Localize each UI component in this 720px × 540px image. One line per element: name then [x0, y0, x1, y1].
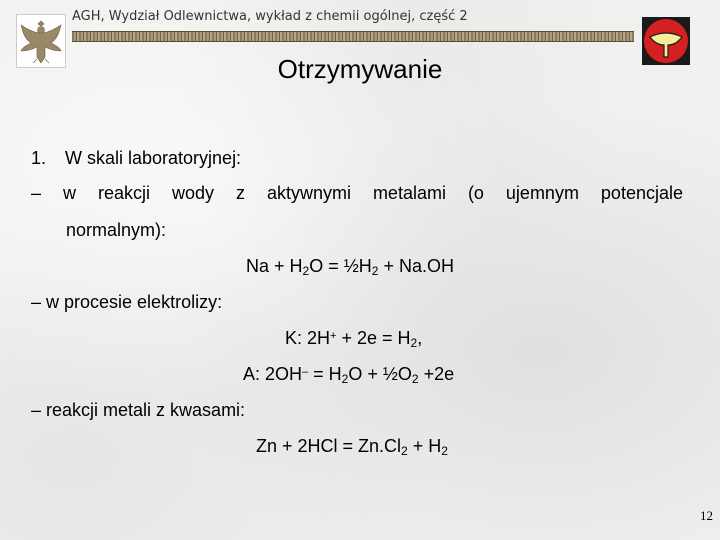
page-title: Otrzymywanie: [277, 54, 443, 84]
line-metals: [31, 183, 683, 204]
header-divider: [72, 31, 634, 42]
list-item-laboratory: [31, 148, 241, 169]
line-metals-continuation: normalnym):: [66, 220, 167, 240]
line-metals-text: w reakcji wody z aktywnymi metalami (o ujemnym potencjale: [63, 183, 683, 203]
page-number: 12: [700, 508, 713, 523]
equation-zinc: $Zn + 2HCl = Zn.Cl_2 + H_2$: [256, 436, 448, 458]
equation-cathode: K: $2H^+ + 2e = H_2$,: [285, 328, 423, 350]
header-title: AGH, Wydział Odlewnictwa, wykład z chemii ogólnej, część 2: [72, 9, 468, 24]
line-electrolysis: – w procesie elektrolizy:: [31, 292, 223, 312]
dash: –: [31, 183, 42, 203]
list-number: 1.: [31, 148, 47, 168]
line-acids: – reakcji metali z kwasami:: [31, 400, 246, 420]
equation-sodium: $Na + H_2O$ = $\frac{1}{2}H_2 + Na.OH$: [246, 256, 454, 278]
list-item-text: W skali laboratoryjnej:: [65, 148, 242, 168]
equation-anode: A: $2OH^- = H_2O$ + $\frac{1}{2}O_2 +2e$: [243, 364, 455, 386]
